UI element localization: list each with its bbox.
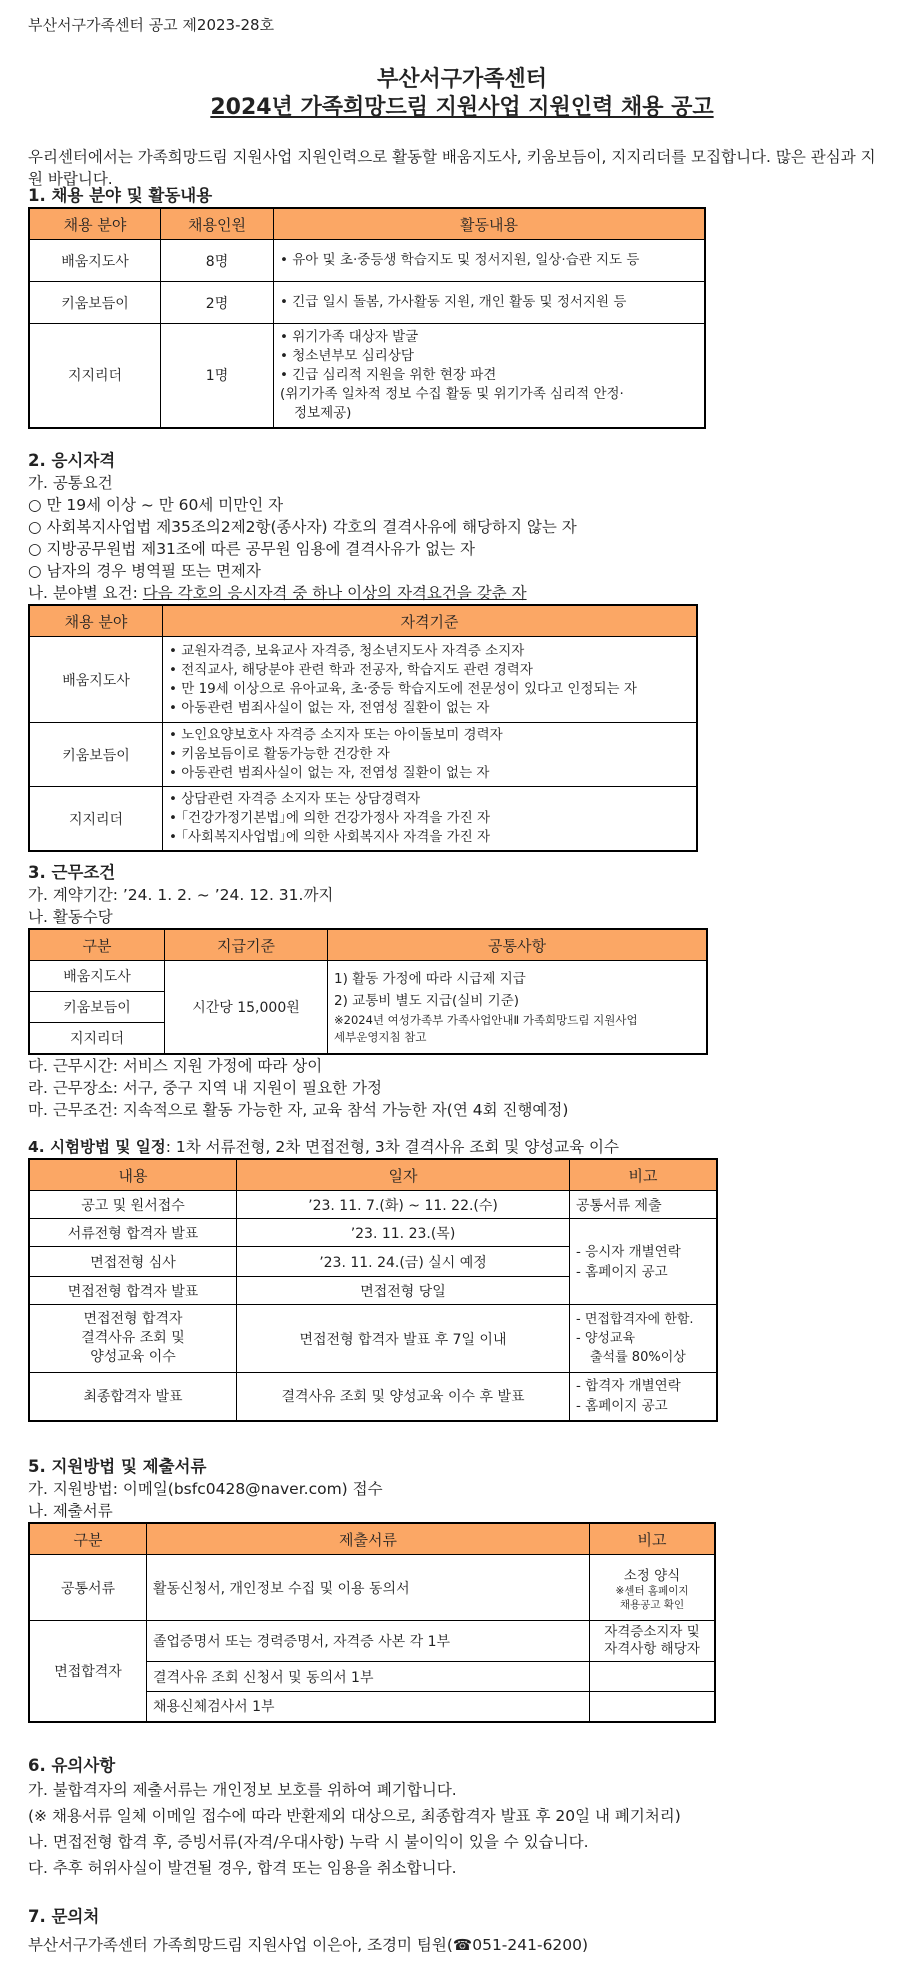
table-row [29, 787, 697, 852]
table-row [29, 637, 697, 723]
list-item: • 키움보듬이로 활동가능한 건강한 자 [169, 745, 690, 764]
note-cell [590, 1621, 716, 1662]
table-row [29, 324, 705, 428]
text-line: 나. 제출서류 [28, 1502, 113, 1520]
table-row [29, 1621, 715, 1662]
category-cell: 공통서류 [29, 1555, 147, 1621]
text-line: 가. 지원방법: 이메일(bsfc0428@naver.com) 접수 [28, 1480, 383, 1498]
note-cell [570, 1373, 718, 1421]
list-item: • 긴급 심리적 지원을 위한 현장 파견 [280, 366, 698, 385]
activity-cell [274, 240, 706, 282]
col-header: 구분 [29, 1523, 147, 1555]
common-cell [328, 961, 708, 1054]
common-note: ※2024년 여성가족부 가족사업안내Ⅱ 가족희망드림 지원사업 [334, 1012, 638, 1027]
date-cell: ’23. 11. 24.(금) 실시 예정 [237, 1247, 570, 1277]
page-title [28, 66, 896, 122]
item-cell: 공고 및 원서접수 [29, 1191, 237, 1219]
title-line-2: 2024년 가족희망드림 지원사업 지원인력 채용 공고 [210, 95, 714, 120]
list-item: • 위기가족 대상자 발굴 [280, 328, 698, 347]
note-line: - 홈페이지 공고 [576, 1263, 668, 1280]
text-line: 다. 추후 허위사실이 발견될 경우, 합격 또는 임용을 취소합니다. [28, 1859, 457, 1877]
list-item: • 아동관련 범죄사실이 없는 자, 전염성 질환이 없는 자 [169, 764, 690, 783]
section-heading: 6. 유의사항 [28, 1756, 116, 1775]
list-item: • 전직교사, 해당분야 관련 학과 전공자, 학습지도 관련 경력자 [169, 661, 690, 680]
common-item: 1) 활동 가정에 따라 시급제 지급 [334, 970, 526, 987]
qualification-table [28, 604, 698, 852]
section-heading: 3. 근무조건 [28, 863, 116, 882]
note-line: 출석률 80%이상 [590, 1350, 686, 1365]
col-header: 지급기준 [165, 929, 328, 961]
item-cell: 최종합격자 발표 [29, 1373, 237, 1421]
note-line: 채용공고 확인 [619, 1598, 685, 1611]
table-row [29, 1219, 717, 1247]
section-heading: 4. 시험방법 및 일정 [28, 1138, 166, 1156]
col-header: 비고 [570, 1159, 718, 1191]
section-qualification [28, 450, 698, 852]
underlined-text: 다음 각호의 응시자격 중 하나 이상의 자격요건을 갖춘 자 [142, 584, 527, 602]
section-heading: 5. 지원방법 및 제출서류 [28, 1457, 207, 1476]
note-line: - 홈페이지 공고 [576, 1398, 668, 1415]
note-line: ※센터 홈페이지 [615, 1584, 689, 1597]
col-header: 내용 [29, 1159, 237, 1191]
note-cell [590, 1692, 716, 1722]
list-item: • 유아 및 초·중등생 학습지도 및 정서지원, 일상·습관 지도 등 [280, 251, 698, 270]
allowance-table [28, 928, 708, 1055]
docs-cell: 활동신청서, 개인정보 수집 및 이용 동의서 [147, 1555, 590, 1621]
note-cell [570, 1219, 718, 1305]
field-cell: 키움보듬이 [29, 992, 165, 1023]
field-cell: 지지리더 [29, 1023, 165, 1054]
count-cell: 8명 [161, 240, 274, 282]
date-cell: 면접전형 합격자 발표 후 7일 이내 [237, 1305, 570, 1373]
criteria-cell [163, 787, 698, 852]
note-line: 소정 양식 [623, 1567, 681, 1584]
title-line-1: 부산서구가족센터 [376, 67, 548, 92]
text-line [28, 582, 698, 604]
table-row [29, 282, 705, 324]
activity-cell [274, 324, 706, 428]
docs-cell: 결격사유 조회 신청서 및 동의서 1부 [147, 1662, 590, 1692]
list-item: • 아동관련 범죄사실이 없는 자, 전염성 질환이 없는 자 [169, 699, 690, 718]
note-line: - 합격자 개별연락 [576, 1378, 681, 1395]
text-line: (※ 채용서류 일체 이메일 접수에 따라 반환제외 대상으로, 최종합격자 발표 후 20일 내 폐기처리) [28, 1807, 681, 1825]
table-row [29, 1191, 717, 1219]
activity-note: (위기가족 일차적 정보 수집 활동 및 위기가족 심리적 안정· [280, 385, 624, 402]
section-application [28, 1456, 716, 1723]
text-line: 나. 활동수당 [28, 908, 113, 926]
col-header: 공통사항 [328, 929, 708, 961]
table-row [29, 1555, 715, 1621]
activity-cell [274, 282, 706, 324]
item-line: 결격사유 조회 및 [81, 1330, 185, 1346]
section-heading-line [28, 1136, 718, 1158]
category-cell: 면접합격자 [29, 1621, 147, 1722]
date-cell: 결격사유 조회 및 양성교육 이수 후 발표 [237, 1373, 570, 1421]
section-schedule [28, 1136, 718, 1422]
note-line: - 면접합격자에 한함. [576, 1312, 694, 1327]
criteria-cell [163, 637, 698, 723]
list-item: • 청소년부모 심리상담 [280, 347, 698, 366]
table-row [29, 1305, 717, 1373]
heading-rest: : 1차 서류전형, 2차 면접전형, 3차 결격사유 조회 및 양성교육 이수 [165, 1138, 619, 1156]
item-cell [29, 1305, 237, 1373]
col-header: 채용 분야 [29, 605, 163, 637]
field-cell: 지지리더 [29, 324, 161, 428]
list-item: • ｢사회복지사업법｣에 의한 사회복지사 자격을 가진 자 [169, 828, 690, 847]
date-cell: 면접전형 당일 [237, 1277, 570, 1305]
text-line: ○ 만 19세 이상 ~ 만 60세 미만인 자 [28, 496, 284, 514]
text-line: 가. 계약기간: ’24. 1. 2. ~ ’24. 12. 31.까지 [28, 886, 334, 904]
item-line: 양성교육 이수 [90, 1349, 176, 1365]
section-recruitment [28, 185, 706, 429]
text-line: ○ 지방공무원법 제31조에 따른 공무원 임용에 결격사유가 없는 자 [28, 540, 475, 558]
list-item: • 노인요양보호사 자격증 소지자 또는 아이돌보미 경력자 [169, 726, 690, 745]
activity-note: 정보제공) [294, 404, 352, 421]
count-cell: 2명 [161, 282, 274, 324]
col-header: 제출서류 [147, 1523, 590, 1555]
field-cell: 키움보듬이 [29, 723, 163, 787]
text-line: 마. 근무조건: 지속적으로 활동 가능한 자, 교육 참석 가능한 자(연 4회 진행예정) [28, 1100, 569, 1119]
section-heading: 2. 응시자격 [28, 451, 116, 470]
notice-number: 부산서구가족센터 공고 제2023-28호 [28, 16, 275, 34]
section-work-conditions [28, 862, 708, 1121]
intro-text: 우리센터에서는 가족희망드림 지원사업 지원인력으로 활동할 배움지도사, 키움보듬이, 지지리더를 모집합니다. 많은 관심과 지원 바랍니다. [28, 148, 876, 188]
field-cell: 배움지도사 [29, 961, 165, 992]
criteria-cell [163, 723, 698, 787]
date-cell: ’23. 11. 7.(화) ~ 11. 22.(수) [237, 1191, 570, 1219]
date-cell: ’23. 11. 23.(목) [237, 1219, 570, 1247]
item-cell: 서류전형 합격자 발표 [29, 1219, 237, 1247]
note-cell: 공통서류 제출 [570, 1191, 718, 1219]
note-cell [570, 1305, 718, 1373]
col-header: 채용 분야 [29, 208, 161, 240]
list-item: • 상담관련 자격증 소지자 또는 상담경력자 [169, 790, 690, 809]
section-heading: 1. 채용 분야 및 활동내용 [28, 186, 213, 205]
table-row [29, 240, 705, 282]
list-item: • 만 19세 이상으로 유아교육, 초·중등 학습지도에 전문성이 있다고 인정되는 자 [169, 680, 690, 699]
text-line: 가. 불합격자의 제출서류는 개인정보 보호를 위하여 폐기합니다. [28, 1781, 457, 1799]
col-header: 일자 [237, 1159, 570, 1191]
count-cell: 1명 [161, 324, 274, 428]
col-header: 채용인원 [161, 208, 274, 240]
text-line: ○ 남자의 경우 병역필 또는 면제자 [28, 562, 261, 580]
common-item: 2) 교통비 별도 지급(실비 기준) [334, 992, 520, 1009]
section-notes [28, 1755, 681, 1881]
pay-cell: 시간당 15,000원 [165, 961, 328, 1054]
text-prefix: 나. 분야별 요건: [28, 584, 143, 602]
schedule-table [28, 1158, 718, 1422]
common-note: 세부운영지침 참고 [334, 1029, 427, 1044]
field-cell: 배움지도사 [29, 637, 163, 723]
text-line: ○ 사회복지사업법 제35조의2제2항(종사자) 각호의 결격사유에 해당하지 않는 자 [28, 518, 577, 536]
docs-cell: 채용신체검사서 1부 [147, 1692, 590, 1722]
item-cell: 면접전형 심사 [29, 1247, 237, 1277]
note-line: - 응시자 개별연락 [576, 1243, 681, 1260]
field-cell: 키움보듬이 [29, 282, 161, 324]
list-item: • 긴급 일시 돌봄, 가사활동 지원, 개인 활동 및 정서지원 등 [280, 293, 698, 312]
list-item: • ｢건강가정기본법｣에 의한 건강가정사 자격을 가진 자 [169, 809, 690, 828]
table-row [29, 1373, 717, 1421]
col-header: 자격기준 [163, 605, 698, 637]
section-contact [28, 1906, 588, 1956]
note-cell [590, 1555, 716, 1621]
text-line: 다. 근무시간: 서비스 지원 가정에 따라 상이 [28, 1056, 323, 1075]
item-line: 면접전형 합격자 [83, 1311, 183, 1327]
note-line: - 양성교육 [576, 1331, 636, 1346]
note-line: 자격사항 해당자 [604, 1641, 700, 1657]
recruitment-table [28, 207, 706, 429]
text-line: 가. 공통요건 [28, 474, 113, 492]
field-cell: 배움지도사 [29, 240, 161, 282]
documents-table [28, 1522, 716, 1723]
item-cell: 면접전형 합격자 발표 [29, 1277, 237, 1305]
field-cell: 지지리더 [29, 787, 163, 852]
contact-line: 부산서구가족센터 가족희망드림 지원사업 이은아, 조경미 팀원(☎051-241-6200) [28, 1936, 589, 1954]
section-heading: 7. 문의처 [28, 1907, 100, 1926]
col-header: 구분 [29, 929, 165, 961]
col-header: 활동내용 [274, 208, 706, 240]
col-header: 비고 [590, 1523, 716, 1555]
table-row [29, 723, 697, 787]
list-item: • 교원자격증, 보육교사 자격증, 청소년지도사 자격증 소지자 [169, 642, 690, 661]
text-line: 라. 근무장소: 서구, 중구 지역 내 지원이 필요한 가정 [28, 1078, 382, 1097]
table-row [29, 961, 707, 992]
text-line: 나. 면접전형 합격 후, 증빙서류(자격/우대사항) 누락 시 불이익이 있을 수 있습니다. [28, 1833, 589, 1851]
note-cell [590, 1662, 716, 1692]
note-line: 자격증소지자 및 [604, 1624, 700, 1640]
docs-cell: 졸업증명서 또는 경력증명서, 자격증 사본 각 1부 [147, 1621, 590, 1662]
